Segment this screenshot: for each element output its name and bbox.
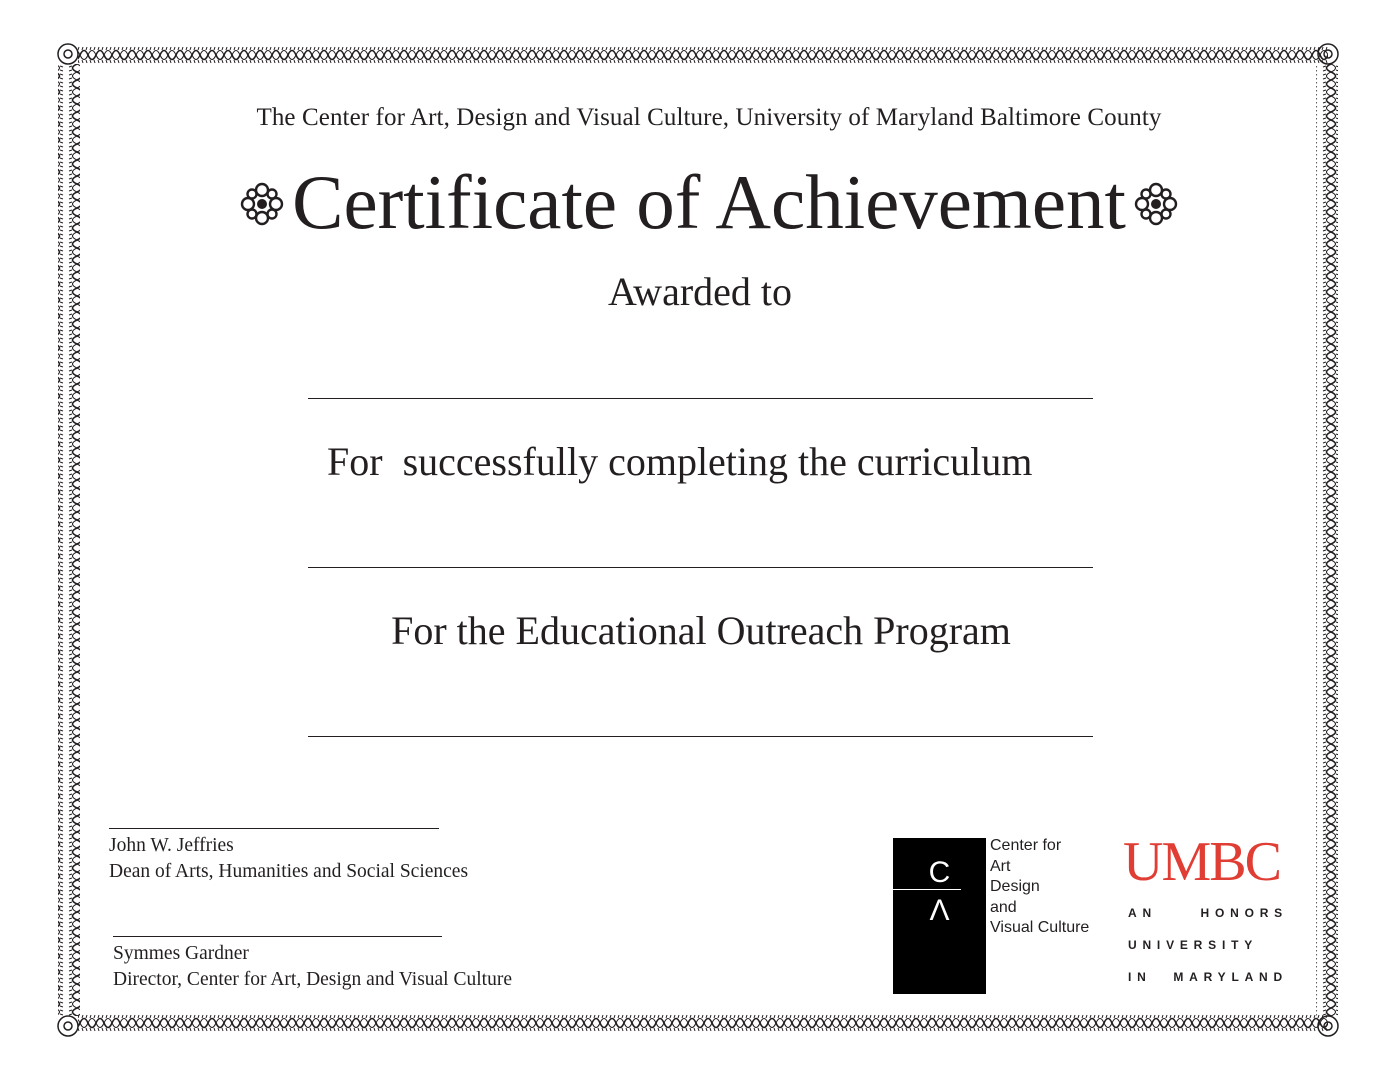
recipient-name-line <box>308 398 1093 399</box>
awarded-to-label: Awarded to <box>607 269 793 314</box>
flower-ornament-icon <box>1134 182 1178 226</box>
umbc-tagline-line: UNIVERSITY <box>1128 938 1259 952</box>
cadvc-line: Center for <box>990 837 1062 854</box>
cadvc-line: Visual Culture <box>990 919 1090 937</box>
signature-block-director <box>113 941 512 993</box>
cadvc-logo-a: Λ <box>929 894 950 927</box>
cadvc-line: and <box>990 898 1017 916</box>
cadvc-line: Art <box>990 857 1011 875</box>
institution-heading: The Center for Art, Design and Visual Culture, University of Maryland Baltimore County <box>256 104 1162 131</box>
flower-ornament-icon <box>240 182 284 226</box>
signature-line-director <box>113 936 442 937</box>
cadvc-logo-mark <box>893 838 986 994</box>
program-name: For the Educational Outreach Program <box>391 608 1011 653</box>
umbc-logo: UMBC <box>1123 831 1280 893</box>
certificate-title: Certificate of Achievement <box>292 159 1126 245</box>
signatory-name: John W. Jeffries <box>109 835 234 856</box>
umbc-tagline-line: IN MARYLAND <box>1128 970 1288 984</box>
achievement-reason: For successfully completing the curriculum <box>327 439 1033 484</box>
certificate-title-row <box>0 152 1400 252</box>
signatory-name: Symmes Gardner <box>113 943 249 964</box>
cadvc-logo-text <box>990 836 1089 939</box>
curriculum-line <box>308 567 1093 568</box>
signature-line-dean <box>109 828 439 829</box>
cadvc-logo-rule <box>893 889 961 890</box>
umbc-tagline-line: AN HONORS <box>1128 906 1288 920</box>
cadvc-line: Design <box>990 878 1040 896</box>
signature-block-dean <box>109 833 468 885</box>
date-line <box>308 736 1093 737</box>
signatory-role: Dean of Arts, Humanities and Social Sciences <box>109 861 469 882</box>
cadvc-logo-c: C <box>928 856 951 889</box>
signatory-role: Director, Center for Art, Design and Visual Culture <box>113 969 512 990</box>
